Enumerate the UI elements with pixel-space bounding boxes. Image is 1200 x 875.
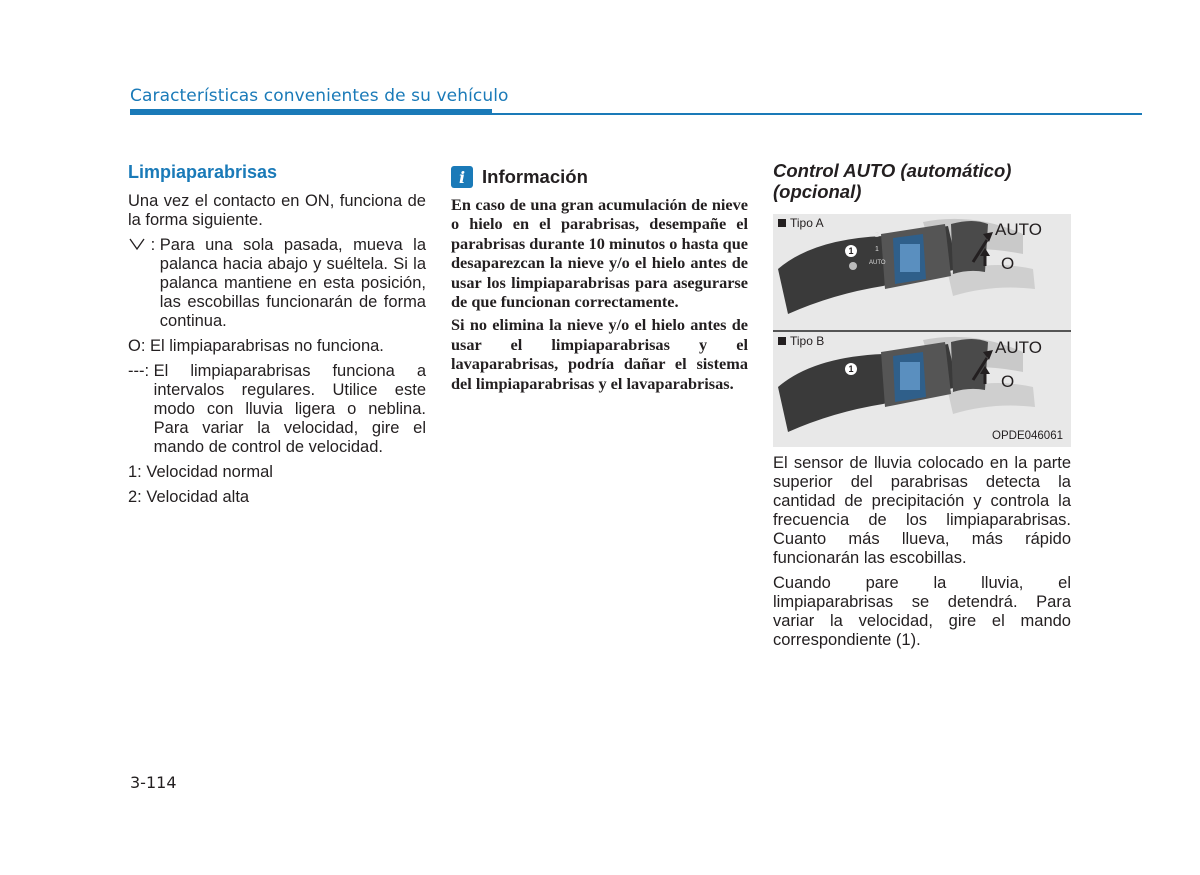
list-item-key: 2:: [128, 488, 147, 506]
mist-symbol: :: [128, 236, 160, 331]
page-number: 3-114: [130, 773, 177, 792]
info-heading: [451, 166, 748, 188]
list-item-text: Velocidad normal: [146, 463, 273, 481]
list-item-text: El limpiaparabrisas no funciona.: [150, 337, 384, 355]
list-item: [128, 362, 426, 457]
auto-label: AUTO: [995, 338, 1042, 357]
off-label: O: [1001, 254, 1015, 273]
list-item: [128, 337, 426, 356]
column-wipers: [128, 160, 426, 513]
list-item-text: El limpiaparabrisas funciona a intervalos regulares. Utilice este modo con lluvia ligera o neblina. Para variar la velocidad, gire el mando de control de velocidad.: [153, 362, 426, 456]
figure-panel-type-a: [773, 214, 1071, 330]
info-paragraph-1: En caso de una gran acumulación de nieve o hielo en el parabrisas, desempañe el parabrisas durante 10 minutos o hasta que desaparezcan la nieve y/o el hielo antes de usar los limpiaparabrisas para asegurarse de que funcionan correctamente.: [451, 195, 748, 312]
section-title-wipers: Limpiaparabrisas: [128, 162, 278, 182]
auto-paragraph-2: Cuando pare la lluvia, el limpiaparabrisas se detendrá. Para variar la velocidad, gire el mando correspondiente (1).: [773, 574, 1071, 649]
wipers-intro: Una vez el contacto en ON, funciona de la forma siguiente.: [128, 192, 426, 229]
figure-type-b-label: Tipo B: [778, 334, 824, 348]
chapter-header-title: Características convenientes de su vehículo: [130, 86, 509, 106]
list-item: [128, 236, 426, 331]
header-rule: [130, 113, 1142, 115]
column-auto-control: [773, 160, 1071, 656]
list-item: [128, 488, 426, 507]
list-item-text: Velocidad alta: [146, 488, 250, 506]
callout-1: 1: [845, 363, 857, 375]
list-item-key: O:: [128, 337, 151, 355]
list-item-key: 1:: [128, 463, 147, 481]
auto-paragraph-1: El sensor de lluvia colocado en la parte superior del parabrisas detecta la cantidad de precipitación y controla la frecuencia de los limpiaparabrisas. Cuanto más llueva, más rápido funcionarán las escobillas.: [773, 454, 1071, 567]
info-icon: i: [451, 166, 473, 188]
figure-panel-type-b: [773, 332, 1071, 448]
callout-1: 1: [845, 245, 857, 257]
list-item: [128, 463, 426, 482]
lever-mark-1: 1: [875, 246, 879, 253]
figure-code: OPDE046061: [992, 430, 1063, 442]
off-label: O: [1001, 372, 1015, 391]
column-information: [451, 160, 748, 397]
figure-type-a-label: Tipo A: [778, 216, 824, 230]
info-title: Información: [482, 166, 588, 187]
list-item-text: Para una sola pasada, mueva la palanca hacia abajo y suéltela. Si la palanca mantiene en esta posición, las escobillas funcionarán de forma continua.: [159, 236, 426, 330]
lever-mark-auto: AUTO: [869, 260, 886, 266]
auto-label: AUTO: [995, 220, 1042, 239]
section-title-auto: Control AUTO (automático) (opcional): [773, 160, 1012, 202]
info-paragraph-2: Si no elimina la nieve y/o el hielo antes de usar el limpiaparabrisas y el lavaparabrisas, podría dañar el sistema del limpiaparabrisas y el lavaparabrisas.: [451, 315, 748, 393]
list-item-key: ---:: [128, 362, 154, 380]
lever-mark-2: 2: [875, 232, 879, 239]
wiper-lever-figure: [773, 214, 1071, 447]
